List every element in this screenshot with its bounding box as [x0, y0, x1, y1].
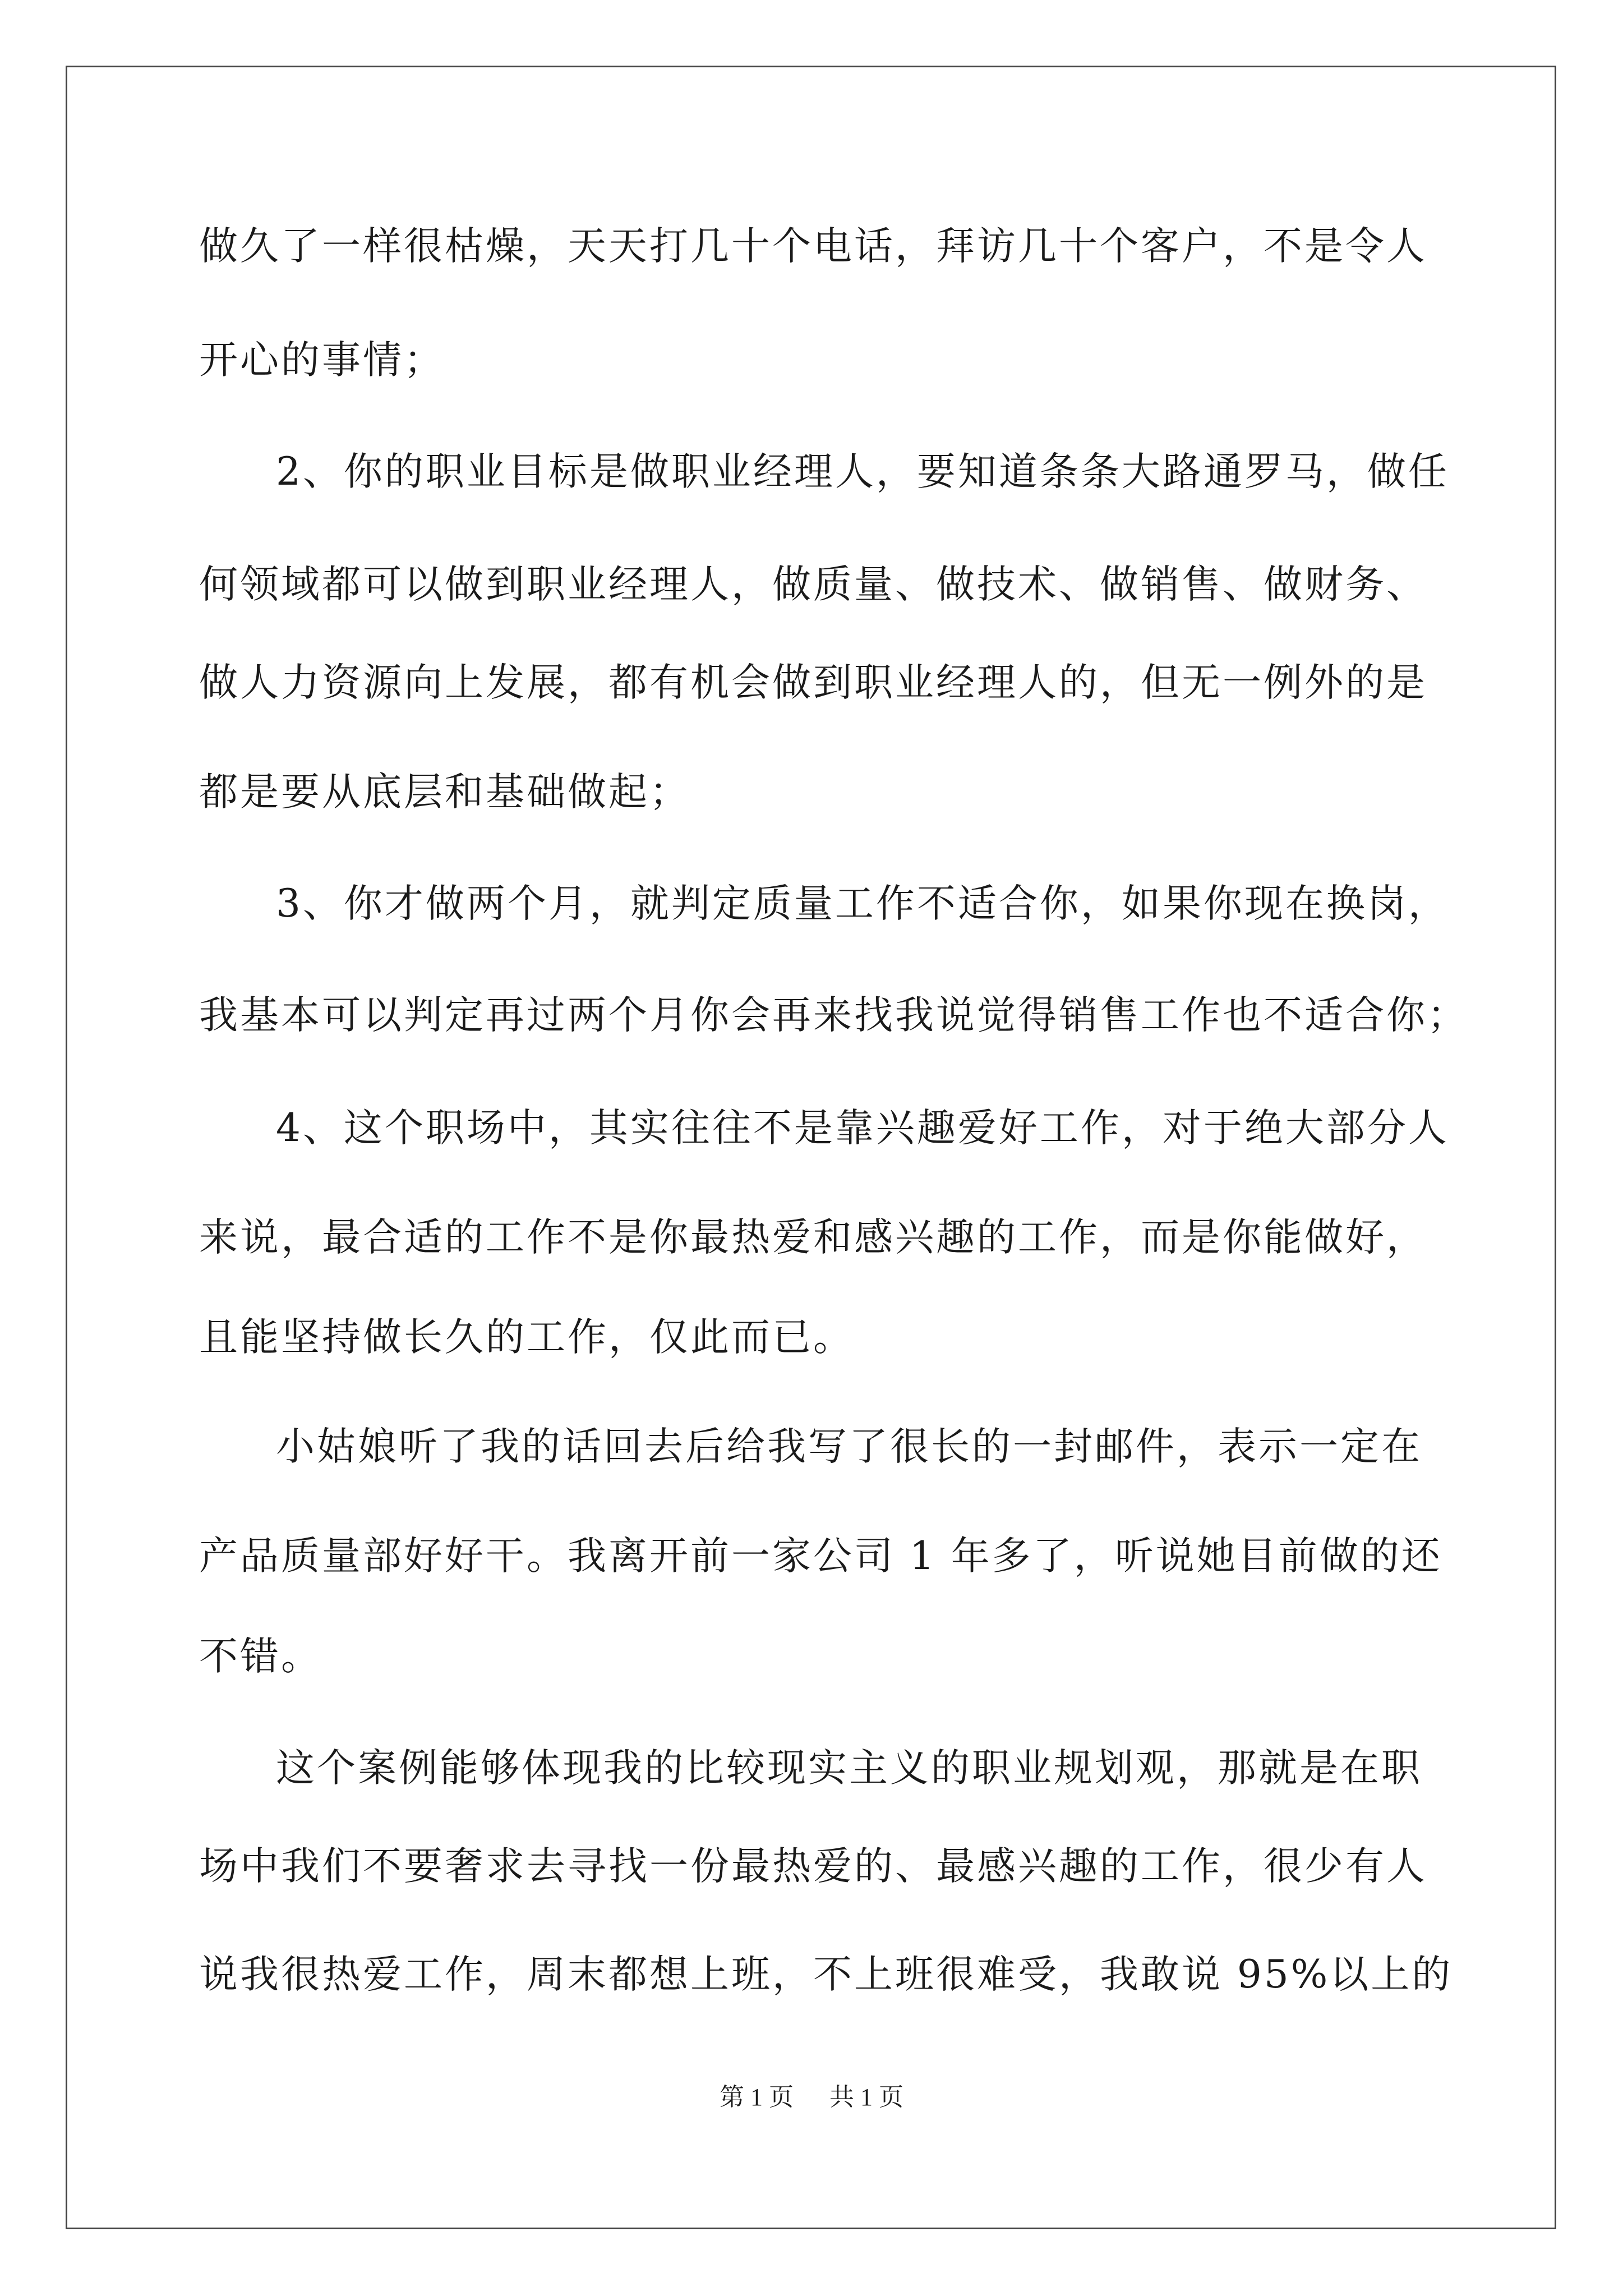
text-line-13: 产品质量部好好干。我离开前一家公司 1 年多了，听说她目前做的还: [199, 1534, 1442, 1579]
text-line-6: 都是要从底层和基础做起；: [199, 770, 690, 815]
text-line-10: 来说，最合适的工作不是你最热爱和感兴趣的工作，而是你能做好，: [199, 1215, 1427, 1260]
text-line-4: 何领域都可以做到职业经理人，做质量、做技术、做销售、做财务、: [199, 562, 1427, 607]
page-footer: [0, 2085, 1623, 2110]
text-line-15: 这个案例能够体现我的比较现实主义的职业规划观，那就是在职: [276, 1746, 1422, 1791]
text-line-12: 小姑娘听了我的话回去后给我写了很长的一封邮件，表示一定在: [276, 1424, 1422, 1469]
text-line-17: 说我很热爱工作，周末都想上班，不上班很难受，我敢说 95%以上的: [199, 1952, 1453, 1997]
page-total: 共 1 页: [829, 2083, 903, 2111]
text-line-2: 开心的事情；: [199, 338, 445, 383]
text-line-1: 做久了一样很枯燥，天天打几十个电话，拜访几十个客户，不是令人: [199, 224, 1427, 269]
text-line-9: 4、这个职场中，其实往往不是靠兴趣爱好工作，对于绝大部分人: [276, 1106, 1449, 1151]
text-line-11: 且能坚持做长久的工作，仅此而已。: [199, 1315, 854, 1360]
text-line-14: 不错。: [199, 1634, 322, 1679]
text-line-7: 3、你才做两个月，就判定质量工作不适合你，如果你现在换岗，: [276, 881, 1449, 926]
text-line-5: 做人力资源向上发展，都有机会做到职业经理人的，但无一例外的是: [199, 660, 1427, 705]
text-line-3: 2、你的职业目标是做职业经理人，要知道条条大路通罗马，做任: [276, 449, 1449, 494]
text-line-16: 场中我们不要奢求去寻找一份最热爱的、最感兴趣的工作，很少有人: [199, 1844, 1427, 1889]
text-line-8: 我基本可以判定再过两个月你会再来找我说觉得销售工作也不适合你；: [199, 993, 1468, 1038]
page-number: 第 1 页: [720, 2083, 794, 2111]
